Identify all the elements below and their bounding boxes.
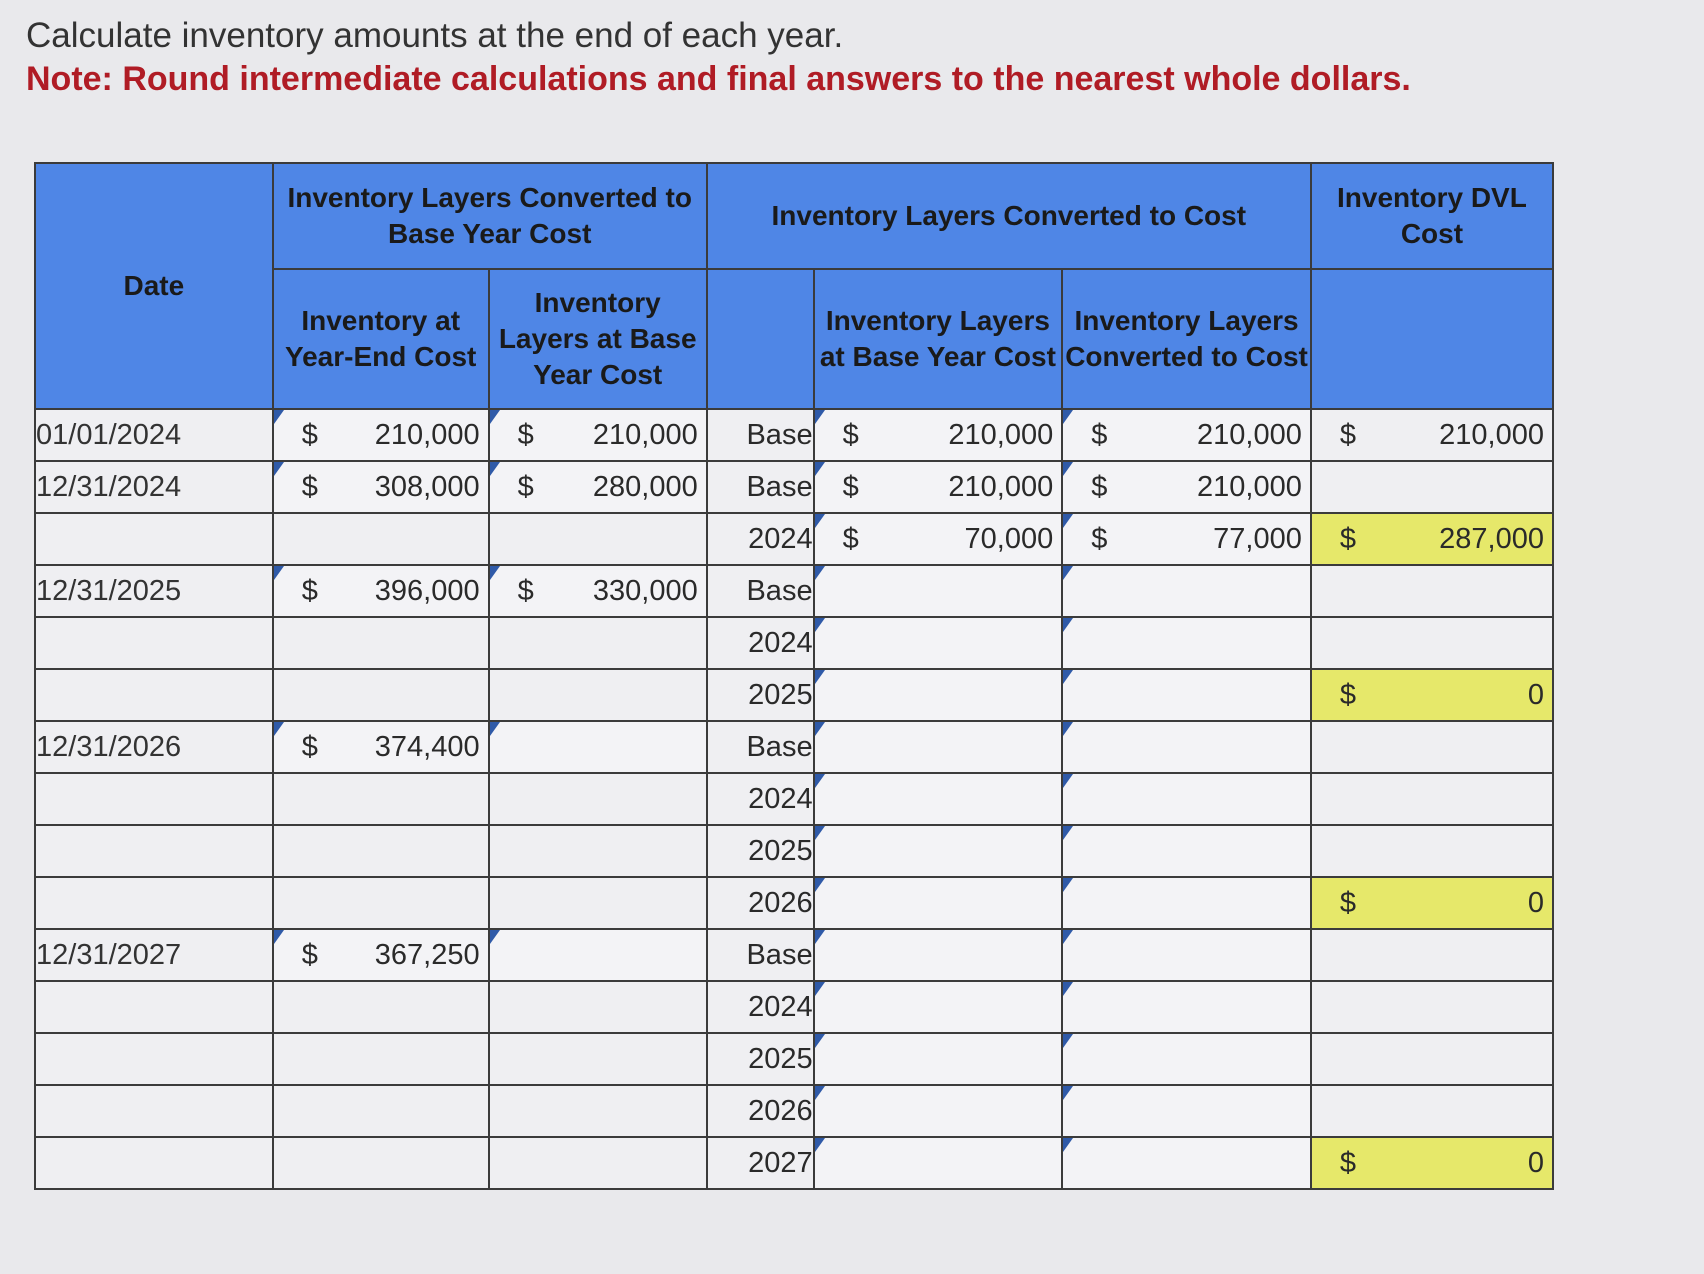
base-year-layers-field: [489, 669, 707, 721]
layer-to-cost-field[interactable]: [1062, 461, 1311, 513]
date-cell: 12/31/2026: [35, 721, 273, 773]
layer-label: 2025: [707, 825, 814, 877]
layer-at-base-field[interactable]: [814, 825, 1063, 877]
currency-symbol: $: [301, 574, 318, 607]
base-year-layers-field: [489, 617, 707, 669]
date-cell: 12/31/2027: [35, 929, 273, 981]
dvl-cost-result: [1311, 617, 1553, 669]
yearend-cost-field[interactable]: [273, 461, 489, 513]
amount-value: 374,400: [374, 730, 480, 763]
base-year-layers-field[interactable]: [489, 929, 707, 981]
currency-symbol: $: [842, 522, 859, 555]
header-layers-to-cost: Inventory Layers Converted to Cost: [1062, 269, 1311, 409]
dvl-cost-result: [1311, 1085, 1553, 1137]
layer-label: Base: [707, 409, 814, 461]
amount-value: 77,000: [1213, 522, 1302, 555]
header-layers-base-year: Inventory Layers at Base Year Cost: [489, 269, 707, 409]
layer-at-base-field[interactable]: [814, 1033, 1063, 1085]
layer-at-base-field[interactable]: [814, 565, 1063, 617]
table-row: [35, 721, 1553, 773]
base-year-layers-field: [489, 981, 707, 1033]
dvl-value: 0: [1527, 886, 1544, 919]
dvl-value: 287,000: [1439, 522, 1544, 555]
date-cell: [35, 1085, 273, 1137]
currency-symbol: $: [1339, 678, 1356, 711]
base-year-layers-field: [489, 1137, 707, 1189]
base-year-layers-field: [489, 513, 707, 565]
amount-value: 330,000: [592, 574, 698, 607]
header-layers-at-base: Inventory Layers at Base Year Cost: [814, 269, 1063, 409]
currency-symbol: $: [1339, 418, 1356, 451]
layer-to-cost-field[interactable]: [1062, 721, 1311, 773]
dvl-cost-result: [1311, 773, 1553, 825]
amount-value: 367,250: [374, 938, 480, 971]
base-year-layers-field: [489, 877, 707, 929]
date-cell: [35, 1137, 273, 1189]
base-year-layers-field: [489, 1085, 707, 1137]
currency-symbol: $: [842, 470, 859, 503]
layer-label: 2024: [707, 773, 814, 825]
date-cell: [35, 773, 273, 825]
layer-to-cost-field[interactable]: [1062, 1033, 1311, 1085]
amount-value: 210,000: [592, 418, 698, 451]
dvl-cost-result: [1311, 1033, 1553, 1085]
yearend-cost-field: [273, 773, 489, 825]
layer-to-cost-field[interactable]: [1062, 565, 1311, 617]
layer-to-cost-field[interactable]: [1062, 513, 1311, 565]
table-row: [35, 669, 1553, 721]
layer-at-base-field[interactable]: [814, 1085, 1063, 1137]
layer-label: 2027: [707, 1137, 814, 1189]
layer-label: 2026: [707, 1085, 814, 1137]
yearend-cost-field[interactable]: [273, 565, 489, 617]
table-row: [35, 461, 1553, 513]
date-cell: [35, 513, 273, 565]
layer-label: 2024: [707, 513, 814, 565]
date-cell: [35, 1033, 273, 1085]
layer-to-cost-field[interactable]: [1062, 617, 1311, 669]
layer-to-cost-field[interactable]: [1062, 981, 1311, 1033]
amount-value: 70,000: [964, 522, 1054, 555]
layer-at-base-field[interactable]: [814, 669, 1063, 721]
layer-at-base-field[interactable]: [814, 461, 1063, 513]
table-row: [35, 877, 1553, 929]
layer-label: Base: [707, 721, 814, 773]
currency-symbol: $: [517, 470, 534, 503]
table-row: [35, 929, 1553, 981]
currency-symbol: $: [1339, 522, 1356, 555]
currency-symbol: $: [301, 418, 318, 451]
dvl-cost-result: [1311, 825, 1553, 877]
table-row: [35, 513, 1553, 565]
amount-value: 210,000: [1197, 418, 1302, 451]
date-cell: 01/01/2024: [35, 409, 273, 461]
instruction-text: Calculate inventory amounts at the end of each year.: [26, 16, 844, 55]
date-cell: [35, 825, 273, 877]
currency-symbol: $: [517, 418, 534, 451]
header-group-base-year: Inventory Layers Converted to Base Year Cost: [273, 163, 707, 269]
layer-at-base-field[interactable]: [814, 1137, 1063, 1189]
currency-symbol: $: [842, 418, 859, 451]
base-year-layers-field[interactable]: [489, 409, 707, 461]
currency-symbol: $: [301, 470, 318, 503]
date-cell: [35, 617, 273, 669]
dvl-cost-result: [1311, 565, 1553, 617]
amount-value: 210,000: [374, 418, 480, 451]
dvl-cost-result: [1311, 669, 1553, 721]
amount-value: 210,000: [1197, 470, 1302, 503]
layer-label: 2025: [707, 669, 814, 721]
base-year-layers-field: [489, 1033, 707, 1085]
layer-label: Base: [707, 565, 814, 617]
date-cell: [35, 981, 273, 1033]
currency-symbol: $: [1091, 470, 1108, 503]
note-text: Note: Round intermediate calculations and final answers to the nearest whole dollars.: [26, 60, 1411, 98]
yearend-cost-field: [273, 1085, 489, 1137]
yearend-cost-field: [273, 669, 489, 721]
yearend-cost-field: [273, 617, 489, 669]
yearend-cost-field: [273, 1033, 489, 1085]
layer-label: 2025: [707, 1033, 814, 1085]
layer-at-base-field[interactable]: [814, 929, 1063, 981]
base-year-layers-field: [489, 825, 707, 877]
base-year-layers-field: [489, 773, 707, 825]
layer-label: 2026: [707, 877, 814, 929]
layer-to-cost-field[interactable]: [1062, 669, 1311, 721]
currency-symbol: $: [517, 574, 534, 607]
yearend-cost-field[interactable]: [273, 721, 489, 773]
amount-value: 308,000: [374, 470, 480, 503]
table-row: [35, 1137, 1553, 1189]
dvl-cost-result: [1311, 929, 1553, 981]
layer-at-base-field[interactable]: [814, 981, 1063, 1033]
yearend-cost-field: [273, 981, 489, 1033]
header-group-dvl: Inventory DVL Cost: [1311, 163, 1553, 269]
layer-label: 2024: [707, 981, 814, 1033]
layer-at-base-field[interactable]: [814, 617, 1063, 669]
yearend-cost-field: [273, 1137, 489, 1189]
yearend-cost-field[interactable]: [273, 409, 489, 461]
amount-value: 210,000: [948, 470, 1054, 503]
layer-to-cost-field[interactable]: [1062, 1137, 1311, 1189]
currency-symbol: $: [301, 730, 318, 763]
currency-symbol: $: [1091, 418, 1108, 451]
base-year-layers-field[interactable]: [489, 461, 707, 513]
layer-to-cost-field[interactable]: [1062, 409, 1311, 461]
layer-at-base-field[interactable]: [814, 721, 1063, 773]
currency-symbol: $: [1339, 886, 1356, 919]
date-cell: [35, 669, 273, 721]
date-cell: 12/31/2024: [35, 461, 273, 513]
layer-to-cost-field[interactable]: [1062, 929, 1311, 981]
dvl-cost-result: [1311, 877, 1553, 929]
table-row: [35, 565, 1553, 617]
layer-label: Base: [707, 929, 814, 981]
table-row: [35, 1085, 1553, 1137]
currency-symbol: $: [1091, 522, 1108, 555]
layer-at-base-field[interactable]: [814, 409, 1063, 461]
layer-at-base-field[interactable]: [814, 513, 1063, 565]
amount-value: 396,000: [374, 574, 480, 607]
table-row: [35, 981, 1553, 1033]
dvl-cost-result: [1311, 513, 1553, 565]
layer-at-base-field[interactable]: [814, 773, 1063, 825]
yearend-cost-field: [273, 825, 489, 877]
table-row: [35, 409, 1553, 461]
inventory-table: [34, 162, 1554, 1190]
dvl-cost-result: [1311, 721, 1553, 773]
currency-symbol: $: [301, 938, 318, 971]
table-row: [35, 825, 1553, 877]
yearend-cost-field: [273, 877, 489, 929]
dvl-cost-result: [1311, 409, 1553, 461]
layer-to-cost-field[interactable]: [1062, 773, 1311, 825]
base-year-layers-field[interactable]: [489, 721, 707, 773]
base-year-layers-field[interactable]: [489, 565, 707, 617]
table-row: [35, 1033, 1553, 1085]
header-yearend-cost: Inventory at Year-End Cost: [273, 269, 489, 409]
yearend-cost-field: [273, 513, 489, 565]
layer-at-base-field[interactable]: [814, 877, 1063, 929]
header-layer-label: [707, 269, 814, 409]
layer-to-cost-field[interactable]: [1062, 1085, 1311, 1137]
dvl-cost-result: [1311, 1137, 1553, 1189]
dvl-cost-result: [1311, 461, 1553, 513]
amount-value: 210,000: [948, 418, 1054, 451]
layer-label: 2024: [707, 617, 814, 669]
layer-to-cost-field[interactable]: [1062, 877, 1311, 929]
layer-to-cost-field[interactable]: [1062, 825, 1311, 877]
dvl-cost-result: [1311, 981, 1553, 1033]
header-group-cost: Inventory Layers Converted to Cost: [707, 163, 1311, 269]
dvl-value: 0: [1527, 678, 1544, 711]
date-cell: [35, 877, 273, 929]
dvl-value: 0: [1527, 1146, 1544, 1179]
currency-symbol: $: [1339, 1146, 1356, 1179]
layer-label: Base: [707, 461, 814, 513]
table-body: [35, 409, 1553, 1189]
date-cell: 12/31/2025: [35, 565, 273, 617]
header-date: Date: [35, 163, 273, 409]
dvl-value: 210,000: [1439, 418, 1544, 451]
table-row: [35, 773, 1553, 825]
amount-value: 280,000: [592, 470, 698, 503]
header-dvl-blank: [1311, 269, 1553, 409]
yearend-cost-field[interactable]: [273, 929, 489, 981]
table-row: [35, 617, 1553, 669]
